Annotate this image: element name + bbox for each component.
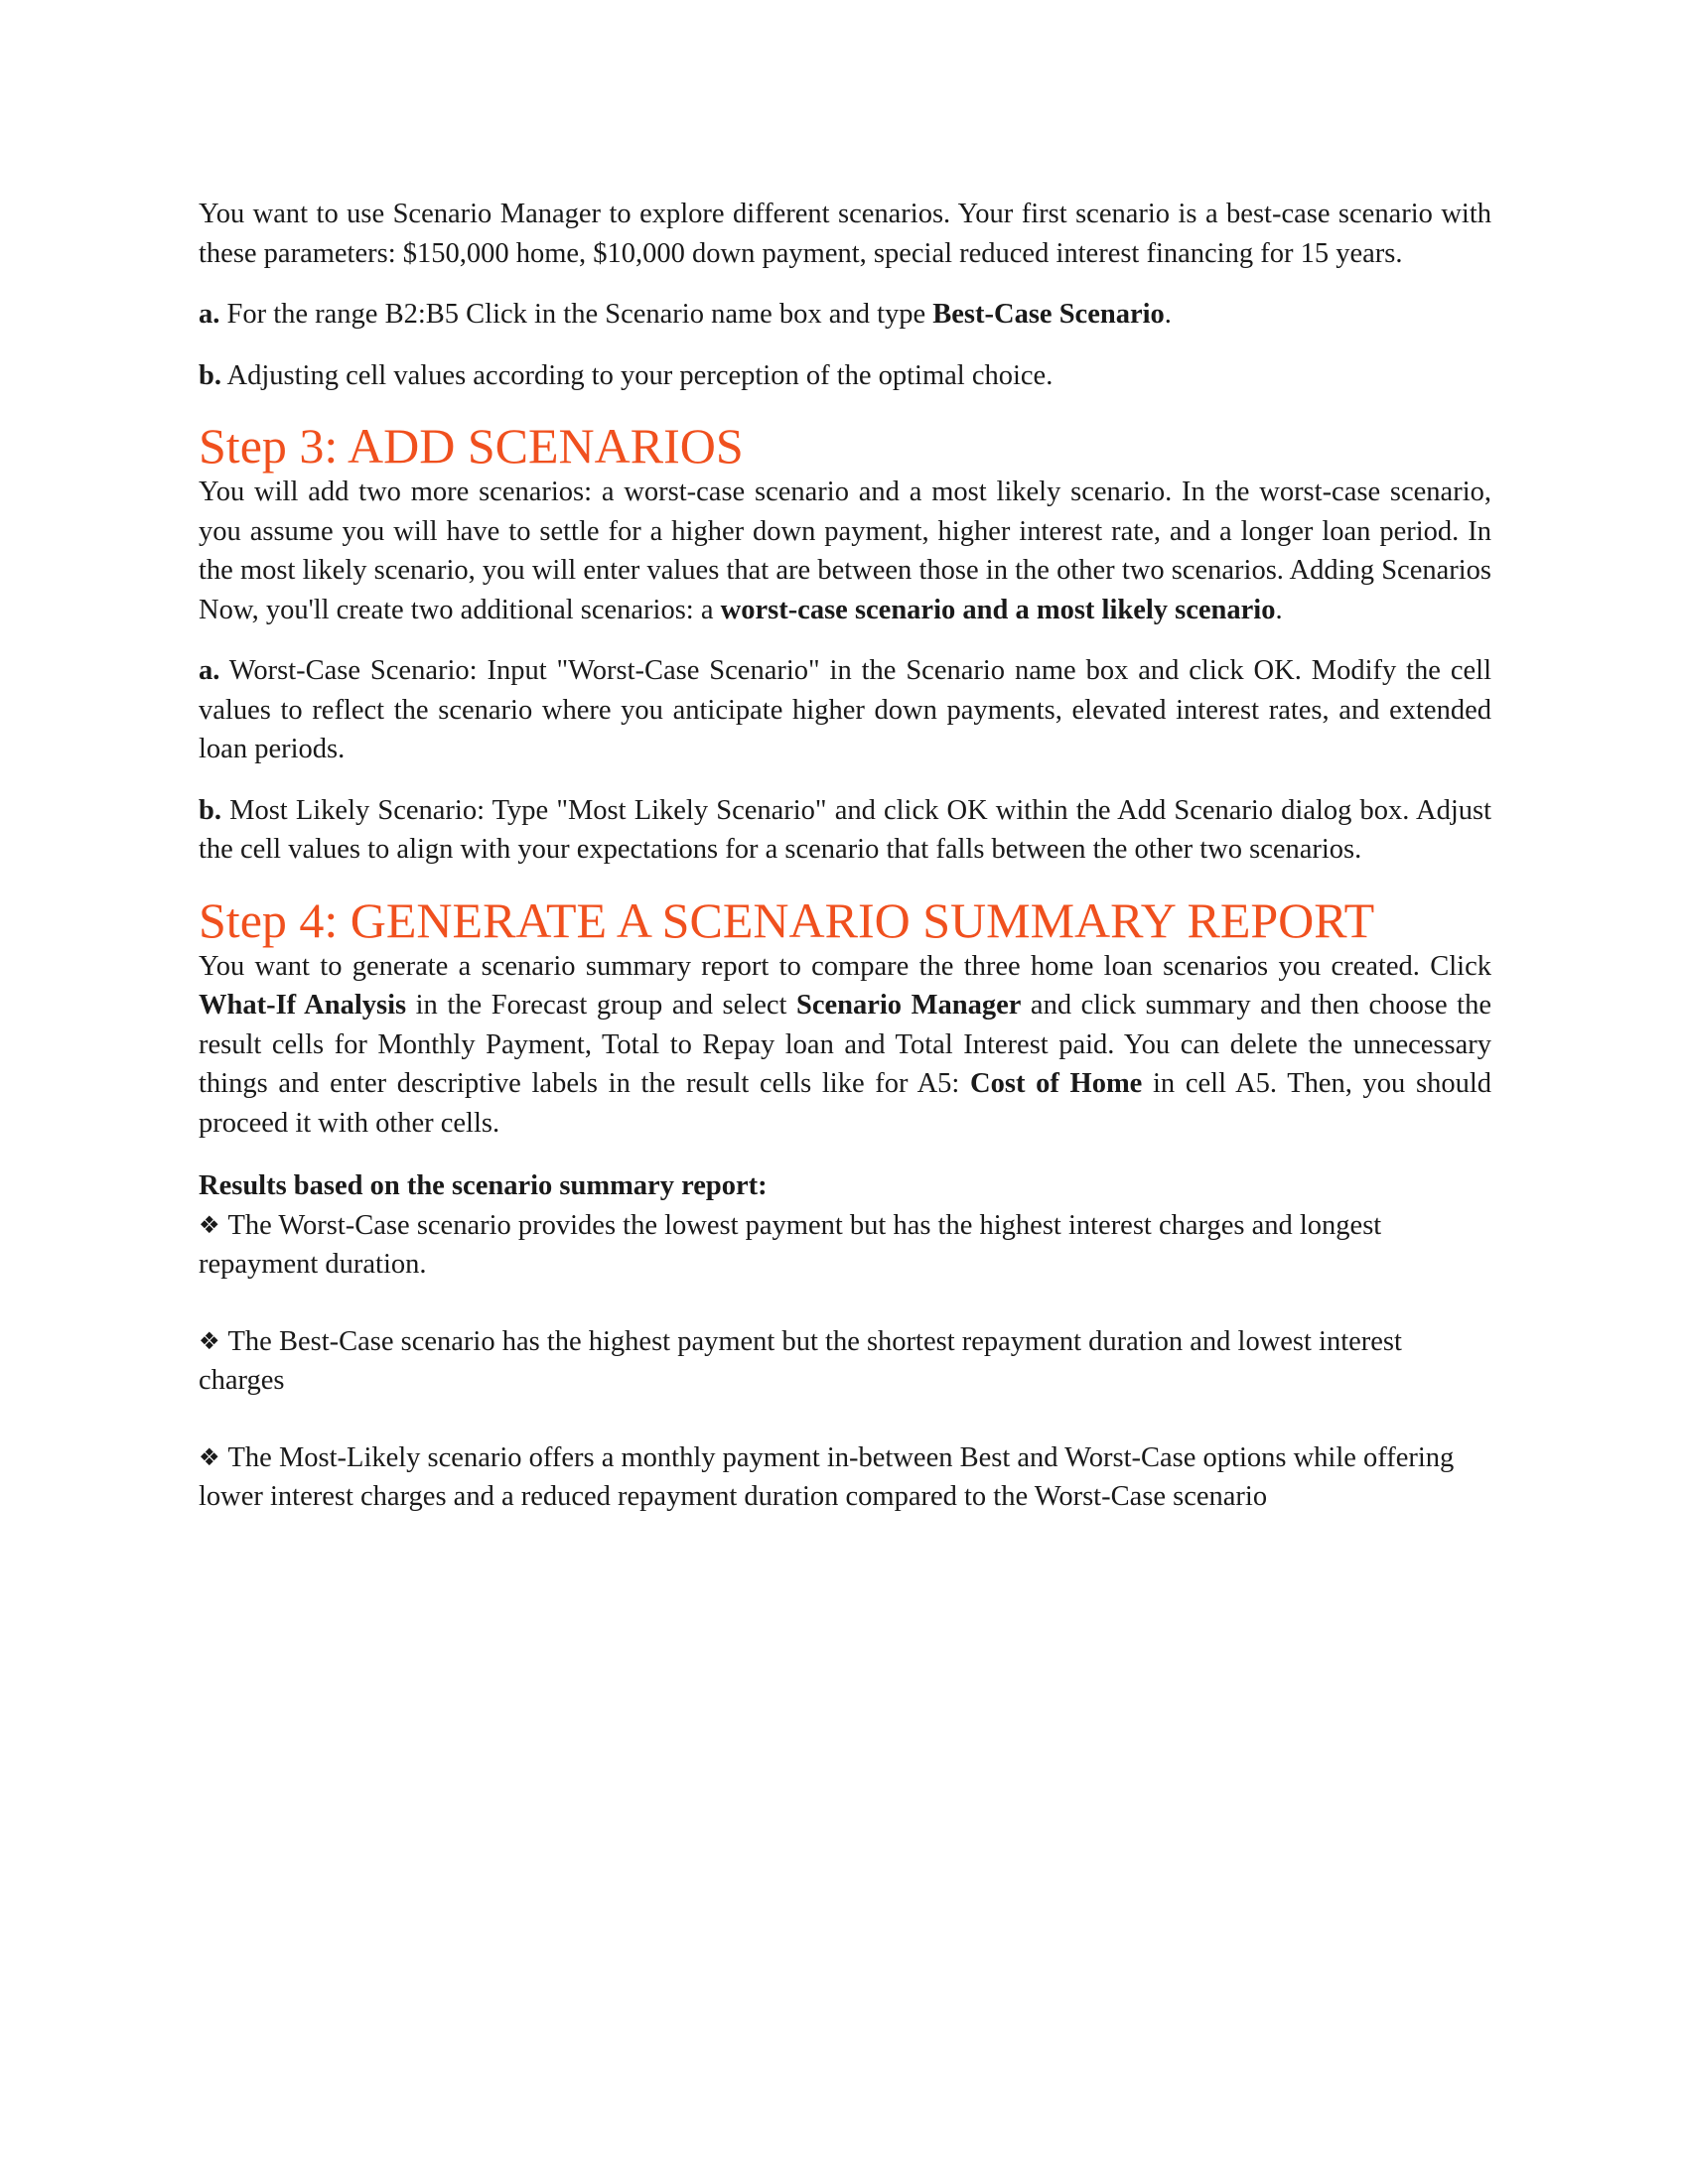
- step4-text-3: and click summary and then choose the result cells for Monthly Payment, Total to Repay loan and Total Interest paid. You can delete the unnecessary things and enter descriptive labels in the result cells like for A5:: [199, 990, 1491, 1099]
- step2-item-a: [199, 295, 1491, 335]
- step4-bold-what-if: What-If Analysis: [199, 990, 407, 1021]
- bullet-text: The Most-Likely scenario offers a monthly payment in-between Best and Worst-Case options while offering lower interest charges and a reduced repayment duration compared to the Worst-Case scenario: [199, 1441, 1455, 1512]
- diamond-bullet-icon: ❖: [199, 1210, 220, 1239]
- step4-bold-scenario-manager: Scenario Manager: [795, 990, 1022, 1021]
- results-bullet-2: [199, 1322, 1491, 1401]
- item-marker: a.: [199, 299, 220, 330]
- item-text: Most Likely Scenario: Type "Most Likely Scenario" and click OK within the Add Scenario dialog box. Adjust the cell values to align with your expectations for a scenario that falls between the other two scenarios.: [199, 794, 1491, 865]
- step3-item-b: [199, 791, 1491, 870]
- step2-item-b: [199, 356, 1491, 396]
- step4-text-4: in cell A5. Then, you should proceed it with other cells.: [199, 1068, 1491, 1139]
- diamond-bullet-icon: ❖: [199, 1442, 220, 1471]
- step4-bold-cost-of-home: Cost of Home: [970, 1068, 1143, 1099]
- diamond-bullet-icon: ❖: [199, 1326, 220, 1355]
- intro-paragraph: [199, 195, 1491, 273]
- step3-body-bold: worst-case scenario and a most likely scenario: [720, 594, 1276, 625]
- results-bullet-3: [199, 1438, 1491, 1517]
- step3-heading: Step 3: ADD SCENARIOS: [199, 418, 744, 474]
- bullet-text: The Worst-Case scenario provides the lowest payment but has the highest interest charges and longest repayment duration.: [199, 1209, 1382, 1280]
- step3-body: [199, 473, 1491, 629]
- item-text-end: .: [1164, 299, 1172, 330]
- step4-text-1: You want to generate a scenario summary report to compare the three home loan scenarios you created. Click: [199, 950, 1491, 982]
- step4-body: [199, 947, 1491, 1144]
- item-marker: b.: [199, 359, 221, 391]
- results-bullet-1: [199, 1206, 1491, 1285]
- step3-body-text: You will add two more scenarios: a worst-case scenario and a most likely scenario. In the worst-case scenario, you assume you will have to settle for a higher down payment, higher interest rate, and a longer loan period. In the most likely scenario, you will enter values that are between those in the other two scenarios. Adding Scenarios Now, you'll create two additional scenarios: a: [199, 477, 1491, 625]
- step4-heading: Step 4: GENERATE A SCENARIO SUMMARY REPORT: [199, 891, 1375, 948]
- item-text: For the range B2:B5 Click in the Scenario name box and type: [219, 299, 933, 330]
- bullet-text: The Best-Case scenario has the highest payment but the shortest repayment duration and lowest interest charges: [199, 1325, 1402, 1396]
- item-marker: a.: [199, 655, 220, 686]
- item-bold-text: Best-Case Scenario: [932, 299, 1165, 330]
- item-text: Adjusting cell values according to your perception of the optimal choice.: [220, 359, 1054, 391]
- step3-item-a: [199, 651, 1491, 769]
- intro-text: You want to use Scenario Manager to explore different scenarios. Your first scenario is a best-case scenario with these parameters: $150,000 home, $10,000 down payment, special reduced interest financing for 15 years.: [199, 199, 1491, 269]
- item-marker: b.: [199, 794, 221, 826]
- step3-body-end: .: [1275, 594, 1283, 625]
- item-text: Worst-Case Scenario: Input "Worst-Case Scenario" in the Scenario name box and click OK. Modify the cell values to reflect the scenario where you anticipate higher down payments, elevated interest rates, and extended loan periods.: [199, 655, 1491, 764]
- document-page: [199, 195, 1491, 1517]
- step4-text-2: in the Forecast group and select: [406, 990, 796, 1021]
- results-heading: Results based on the scenario summary report:: [199, 1170, 768, 1201]
